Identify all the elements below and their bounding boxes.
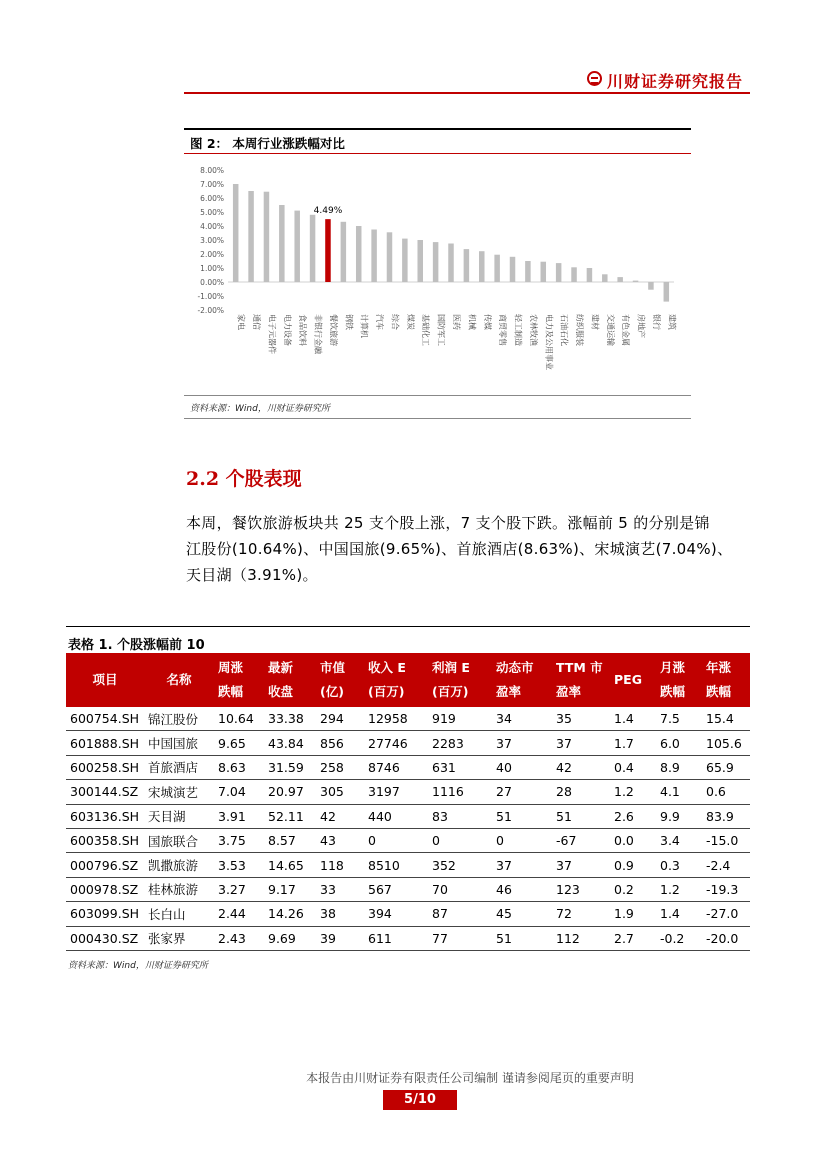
header-divider (184, 92, 750, 94)
table-cell: 35 (552, 707, 610, 731)
data-label: 4.49% (313, 206, 343, 217)
y-tick-label: 3.00% (200, 236, 224, 245)
header-line: 跌幅 (706, 684, 732, 699)
table-cell: 1.4 (610, 707, 656, 731)
table-cell: 宋城演艺 (144, 780, 214, 804)
bar (248, 191, 254, 282)
table-cell: 2.44 (214, 902, 264, 926)
header-line: 收入 E (368, 660, 406, 675)
x-tick-label: 机械 (467, 314, 477, 330)
header-line: TTM 市 (556, 660, 603, 675)
table-cell: 1.2 (610, 780, 656, 804)
table-cell: 0 (492, 828, 552, 852)
table-cell: 3.75 (214, 828, 264, 852)
table-cell: 52.11 (264, 804, 316, 828)
table-row (66, 853, 750, 877)
table-cell: 3.91 (214, 804, 264, 828)
x-tick-label: 银行 (651, 314, 661, 330)
bar (310, 215, 316, 282)
table-cell: 46 (492, 877, 552, 901)
y-tick-label: 7.00% (200, 180, 224, 189)
table-cell: -0.2 (656, 926, 702, 950)
bar (341, 222, 347, 282)
table-cell: 37 (492, 731, 552, 755)
bar (233, 184, 239, 282)
table-cell: 000978.SZ (66, 877, 144, 901)
header-line: 名称 (166, 672, 192, 687)
header-line: 周涨 (218, 660, 244, 675)
x-tick-label: 餐饮旅游 (328, 314, 338, 346)
bar (387, 232, 393, 282)
table-cell: 8746 (364, 755, 428, 779)
table-row (66, 804, 750, 828)
table-cell: 600754.SH (66, 707, 144, 731)
bar (448, 244, 454, 283)
table-cell: 锦江股份 (144, 707, 214, 731)
x-tick-label: 医药 (452, 314, 461, 330)
x-tick-label: 国防军工 (436, 314, 446, 346)
table-cell: 83.9 (702, 804, 750, 828)
table-header-cell (552, 653, 610, 707)
table-cell: 天目湖 (144, 804, 214, 828)
table-cell: 37 (552, 731, 610, 755)
table-cell: 43 (316, 828, 364, 852)
header-line: 项目 (92, 672, 118, 687)
table-cell: 77 (428, 926, 492, 950)
x-tick-label: 有色金属 (621, 314, 631, 346)
x-tick-label: 纺织服装 (575, 314, 585, 346)
x-tick-label: 农林牧渔 (528, 314, 538, 346)
figure-title-rule (184, 153, 691, 154)
table-cell: 83 (428, 804, 492, 828)
table-cell: 27 (492, 780, 552, 804)
table-cell: 1.2 (656, 877, 702, 901)
table-cell: 105.6 (702, 731, 750, 755)
table-cell: 51 (552, 804, 610, 828)
x-tick-label: 传媒 (482, 314, 492, 330)
table-cell: 51 (492, 804, 552, 828)
table-cell: 919 (428, 707, 492, 731)
table-cell: 张家界 (144, 926, 214, 950)
x-tick-label: 轻工制造 (513, 314, 523, 346)
table-cell: 8.9 (656, 755, 702, 779)
y-tick-label: -1.00% (197, 292, 224, 301)
table-cell: 440 (364, 804, 428, 828)
paragraph-line: 本周，餐饮旅游板块共 25 支个股上涨，7 支个股下跌。涨幅前 5 的分别是锦 (186, 514, 710, 532)
table-cell: 42 (552, 755, 610, 779)
brand-logo-icon (587, 71, 602, 86)
x-tick-label: 交通运输 (605, 314, 615, 346)
table-row (66, 707, 750, 731)
table-cell: 0.2 (610, 877, 656, 901)
y-tick-label: 5.00% (200, 208, 224, 217)
table-cell: 72 (552, 902, 610, 926)
table-cell: 首旅酒店 (144, 755, 214, 779)
table-cell: 1116 (428, 780, 492, 804)
x-tick-label: 基础化工 (421, 314, 431, 346)
table-row (66, 731, 750, 755)
bar (510, 257, 515, 282)
x-tick-label: 综合 (390, 314, 400, 330)
bar (571, 267, 577, 282)
table-cell: 7.5 (656, 707, 702, 731)
header-line: (百万) (432, 684, 469, 699)
table-header-cell (214, 653, 264, 707)
header-line: 利润 E (432, 660, 470, 675)
table-cell: -19.3 (702, 877, 750, 901)
x-tick-label: 钢铁 (344, 314, 354, 330)
table-cell: 123 (552, 877, 610, 901)
table-cell: 37 (552, 853, 610, 877)
table-cell: 305 (316, 780, 364, 804)
table-cell: 40 (492, 755, 552, 779)
figure-source-rule (184, 395, 691, 396)
table-cell: 6.0 (656, 731, 702, 755)
bar (602, 274, 608, 282)
table-cell: 394 (364, 902, 428, 926)
table-cell: 34 (492, 707, 552, 731)
x-tick-label: 商贸零售 (498, 314, 508, 346)
table-source: 资料来源：Wind，川财证券研究所 (68, 961, 208, 971)
table-cell: 611 (364, 926, 428, 950)
table-cell: 631 (428, 755, 492, 779)
header-line: 月涨 (660, 660, 686, 675)
y-tick-label: 6.00% (200, 194, 224, 203)
table-cell: 15.4 (702, 707, 750, 731)
table-cell: 3.4 (656, 828, 702, 852)
table-cell: 000430.SZ (66, 926, 144, 950)
table-body (66, 707, 750, 950)
table-cell: 14.65 (264, 853, 316, 877)
table-cell: 45 (492, 902, 552, 926)
table-cell: 中国国旅 (144, 731, 214, 755)
table-cell: 12958 (364, 707, 428, 731)
bar (264, 192, 270, 282)
y-tick-label: 8.00% (200, 166, 224, 175)
table-cell: 3.53 (214, 853, 264, 877)
table-cell: 33.38 (264, 707, 316, 731)
bar (294, 211, 300, 282)
header-line: 年涨 (706, 660, 732, 675)
y-tick-label: 2.00% (200, 250, 224, 259)
table-header-cell (492, 653, 552, 707)
paragraph-line: 天目湖（3.91%)。 (186, 566, 318, 584)
bar (617, 277, 623, 282)
bar (417, 240, 423, 282)
table-cell: 601888.SH (66, 731, 144, 755)
table-cell: 603099.SH (66, 902, 144, 926)
table-cell: -67 (552, 828, 610, 852)
table-cell: 1.4 (656, 902, 702, 926)
table-cell: 9.69 (264, 926, 316, 950)
bar (633, 281, 639, 282)
bar (494, 255, 500, 282)
table-cell: 352 (428, 853, 492, 877)
header-line: 跌幅 (218, 684, 244, 699)
table-header-cell (144, 653, 214, 707)
table-cell: 258 (316, 755, 364, 779)
bar (587, 268, 593, 282)
table-cell: 38 (316, 902, 364, 926)
table-cell: 118 (316, 853, 364, 877)
table-cell: 1.9 (610, 902, 656, 926)
table-row (66, 828, 750, 852)
x-tick-label: 建筑 (667, 314, 677, 330)
section-heading: 2.2 个股表现 (186, 468, 302, 490)
table-header-cell (264, 653, 316, 707)
table-header-cell (364, 653, 428, 707)
header-line: 最新 (268, 660, 294, 675)
bar (464, 249, 470, 282)
table-cell: 0.0 (610, 828, 656, 852)
table-row (66, 926, 750, 950)
table-cell: 3.27 (214, 877, 264, 901)
table-cell: 国旅联合 (144, 828, 214, 852)
table-row (66, 902, 750, 926)
table-cell: 0.9 (610, 853, 656, 877)
footer-disclaimer: 本报告由川财证券有限责任公司编制 谨请参阅尾页的重要声明 (306, 1071, 634, 1085)
table-cell: 42 (316, 804, 364, 828)
table-cell: 凯撒旅游 (144, 853, 214, 877)
table-cell: 桂林旅游 (144, 877, 214, 901)
table-cell: 65.9 (702, 755, 750, 779)
header-line: PEG (614, 672, 642, 687)
figure-bottom-rule (184, 418, 691, 419)
table-cell: 20.97 (264, 780, 316, 804)
bar (325, 219, 331, 282)
paragraph-line: 江股份(10.64%)、中国国旅(9.65%)、首旅酒店(8.63%)、宋城演艺(7.04%)、 (186, 540, 733, 558)
table-cell: 28 (552, 780, 610, 804)
table-cell: -15.0 (702, 828, 750, 852)
table-cell: 567 (364, 877, 428, 901)
table-cell: 294 (316, 707, 364, 731)
table-header-cell (702, 653, 750, 707)
top10-stocks-table (66, 653, 750, 951)
x-tick-label: 电力及公用事业 (544, 314, 554, 370)
table-cell: 0 (428, 828, 492, 852)
table-header-cell (316, 653, 364, 707)
bar (402, 239, 408, 282)
table-cell: 51 (492, 926, 552, 950)
table-row (66, 877, 750, 901)
table-cell: 600258.SH (66, 755, 144, 779)
y-tick-label: 1.00% (200, 264, 224, 273)
header-line: (亿) (320, 684, 344, 699)
y-tick-label: 4.00% (200, 222, 224, 231)
table-row (66, 755, 750, 779)
table-cell: -27.0 (702, 902, 750, 926)
table-row (66, 780, 750, 804)
bar (279, 205, 285, 282)
table-cell: 300144.SZ (66, 780, 144, 804)
table-cell: 603136.SH (66, 804, 144, 828)
table-cell: 112 (552, 926, 610, 950)
table-cell: 33 (316, 877, 364, 901)
table-cell: 87 (428, 902, 492, 926)
x-tick-label: 电力设备 (282, 314, 292, 346)
bar (479, 251, 485, 282)
table-cell: 3197 (364, 780, 428, 804)
table-cell: 4.1 (656, 780, 702, 804)
figure-top-rule (184, 128, 691, 130)
header-line: 收盘 (268, 684, 294, 699)
table-cell: -2.4 (702, 853, 750, 877)
x-tick-label: 电子元器件 (267, 314, 277, 354)
table-cell: 0.4 (610, 755, 656, 779)
table-cell: 70 (428, 877, 492, 901)
header-line: 盈率 (556, 684, 582, 699)
table-cell: 1.7 (610, 731, 656, 755)
table-header-cell (66, 653, 144, 707)
table-cell: 14.26 (264, 902, 316, 926)
page-number: 5/10 (383, 1090, 457, 1110)
table-cell: 0.6 (702, 780, 750, 804)
table-cell: 39 (316, 926, 364, 950)
bar (664, 282, 670, 302)
table-cell: 2.7 (610, 926, 656, 950)
table-cell: 000796.SZ (66, 853, 144, 877)
table-header-cell (610, 653, 656, 707)
table-cell: 31.59 (264, 755, 316, 779)
x-tick-label: 计算机 (359, 314, 369, 338)
table-cell: 8.63 (214, 755, 264, 779)
section-paragraph (186, 510, 746, 588)
header-brand: 川财证券研究报告 (607, 72, 744, 91)
table-cell: 9.65 (214, 731, 264, 755)
table-cell: 0.3 (656, 853, 702, 877)
figure-title: 图 2： 本周行业涨跌幅对比 (190, 136, 345, 151)
bar (648, 282, 654, 290)
bar (525, 261, 531, 282)
table-cell: 8.57 (264, 828, 316, 852)
header-line: 市值 (320, 660, 346, 675)
x-tick-label: 建材 (590, 314, 600, 330)
table-cell: 37 (492, 853, 552, 877)
x-tick-label: 石油石化 (559, 314, 569, 346)
table-cell: 27746 (364, 731, 428, 755)
table-cell: 10.64 (214, 707, 264, 731)
table-cell: 856 (316, 731, 364, 755)
header-line: 动态市 (496, 660, 534, 675)
table-cell: 2.43 (214, 926, 264, 950)
table-top-rule (66, 626, 750, 627)
table-header-cell (428, 653, 492, 707)
bar (556, 263, 562, 282)
figure-source: 资料来源：Wind，川财证券研究所 (190, 404, 330, 414)
table-header-cell (656, 653, 702, 707)
table-cell: 9.9 (656, 804, 702, 828)
table-cell: 2.6 (610, 804, 656, 828)
x-tick-label: 汽车 (375, 314, 385, 330)
table-cell: 2283 (428, 731, 492, 755)
table-cell: -20.0 (702, 926, 750, 950)
bar (433, 242, 439, 282)
table-cell: 600358.SH (66, 828, 144, 852)
table-header-row (66, 653, 750, 707)
header-line: 盈率 (496, 684, 522, 699)
header-line: 跌幅 (660, 684, 686, 699)
x-tick-label: 食品饮料 (298, 314, 308, 346)
table-cell: 0 (364, 828, 428, 852)
table-cell: 43.84 (264, 731, 316, 755)
table-title: 表格 1. 个股涨幅前 10 (68, 638, 205, 653)
table-cell: 8510 (364, 853, 428, 877)
x-tick-label: 家电 (236, 314, 246, 330)
bar (356, 226, 362, 282)
x-tick-label: 通信 (252, 314, 262, 330)
x-tick-label: 煤炭 (405, 314, 415, 330)
header-line: (百万) (368, 684, 405, 699)
bar (541, 262, 547, 282)
y-tick-label: -2.00% (197, 306, 224, 315)
table-cell: 7.04 (214, 780, 264, 804)
bar (371, 230, 377, 283)
y-tick-label: 0.00% (200, 278, 224, 287)
x-tick-label: 非银行金融 (313, 314, 323, 354)
industry-change-chart (184, 160, 691, 392)
table-cell: 长白山 (144, 902, 214, 926)
x-tick-label: 房地产 (636, 314, 646, 338)
table-cell: 9.17 (264, 877, 316, 901)
